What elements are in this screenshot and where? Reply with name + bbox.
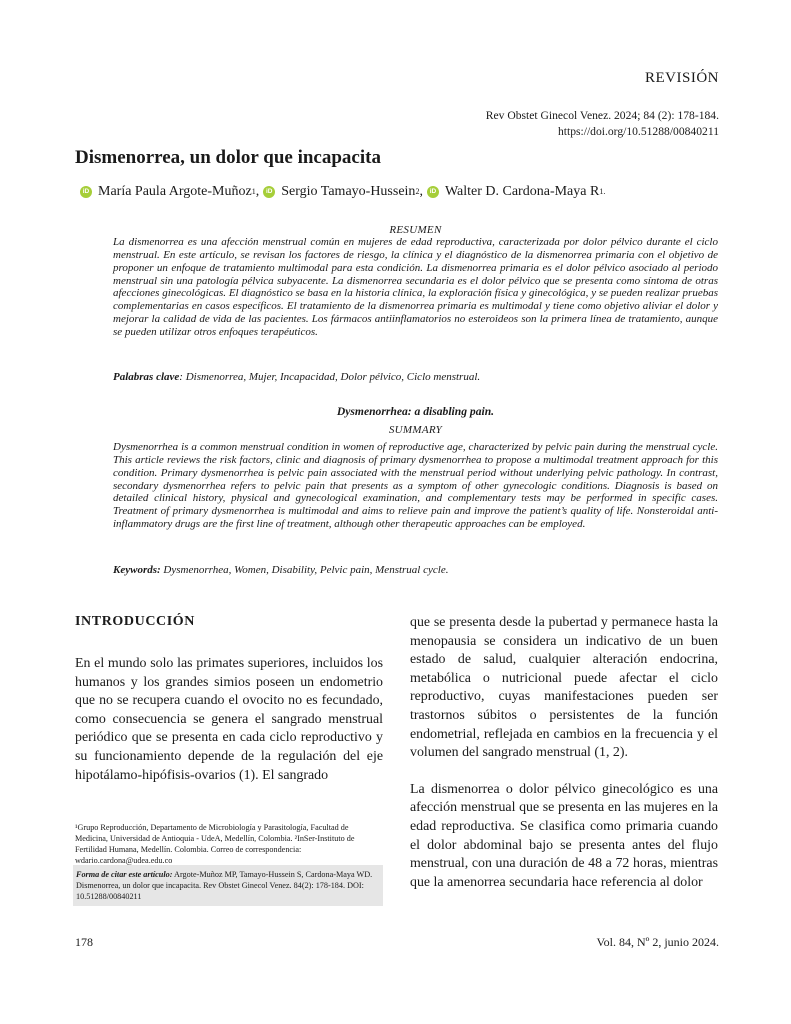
affiliation-footnote: ¹Grupo Reproducción, Departamento de Microbiología y Parasitología, Facultad de Medicina, Universidad de Antioquia - UdeA, Medellín, Colombia. ²InSer-Instituto de Fertilidad Humana, Medellín. Colombia. Correo de correspondencia: wdario.cardona@udea.edu.co: [75, 823, 355, 865]
keywords-label: Keywords:: [113, 564, 161, 576]
author-name: Walter D. Cardona-Maya R: [444, 184, 600, 199]
left-column: [75, 655, 383, 785]
cite-text: Argote-Muñoz MP, Tamayo-Hussein S, Cardona-Maya WD. Dismenorrea, un dolor que incapacita. Rev Obstet Ginecol Venez. 84(2): 178-184. DOI: 10.51288/00840211: [76, 870, 373, 901]
keywords-list: Dysmenorrhea, Women, Disability, Pelvic pain, Menstrual cycle.: [160, 564, 449, 576]
how-to-cite-box: [73, 865, 383, 906]
abstract-english: [113, 405, 718, 531]
summary-text: Dysmenorrhea is a common menstrual condition in women of reproductive age, characterized by pelvic pain during the menstrual cycle. This article reviews the risk factors, clinic and diagnosis of primary dysmenorrhea to propose a multimodal treatment approach for this condition. Primary dysmenorrhea is pelvic pain associated with the menstrual period without underlying pelvic pathology. In contrast, secondary dysmenorrhea refers to pelvic pain that presents as a symptom of other gynecologic conditions. Diagnosis is based on detailed clinical history, physical and gynecological examination, and complementary tests may be performed in specific cases. Treatment of primary dysmenorrhea is multimodal and aims to relieve pain and improve the patient’s quality of life. Nonsteroidal anti-inflammatory drugs are the first line of treatment, although other therapeutic approaches can be employed.: [113, 441, 718, 531]
orcid-icon[interactable]: iD: [427, 186, 439, 198]
body-paragraph: En el mundo solo las primates superiores, incluidos los humanos y los grandes simios poseen un endometrio que no se recupera cuando el ovocito no es fecundado, como consecuencia se genera el sangrado menstrual periódico que se presenta en cada ciclo reproductivo y su funcionamiento depende de la regulación del eje hipotálamo-hipófisis-ovarios (1). El sangrado: [75, 656, 383, 783]
section-heading-introduction: INTRODUCCIÓN: [75, 614, 195, 629]
keywords-list: : Dismenorrea, Mujer, Incapacidad, Dolor pélvico, Ciclo menstrual.: [179, 371, 481, 383]
author-name: María Paula Argote-Muñoz: [98, 184, 252, 199]
orcid-icon[interactable]: iD: [263, 186, 275, 198]
body-paragraph: La dismenorrea o dolor pélvico ginecológico es una afección menstrual que se presenta en las mujeres en la edad reproductiva. Se clasifica como primaria cuando el dolor abdominal bajo se presenta antes del flujo menstrual, con una duración de 48 a 72 horas, mientras que la amenorrea secundaria hace referencia al dolor: [410, 781, 718, 890]
body-paragraph: que se presenta desde la pubertad y permanece hasta la menopausia se considera un indicativo de un buen estado de salud, cualquier alteración endocrina, metabólica o nutricional puede afectar el ciclo reproductivo, cuyas manifestaciones pueden ser trastornos súbitos o persistentes de la función endometrial, reflejada en cambios en la frecuencia y el volumen del sangrado menstrual (1, 2).: [410, 615, 718, 761]
orcid-icon[interactable]: iD: [80, 186, 92, 198]
keywords-english: [113, 564, 718, 576]
author-list: [80, 184, 605, 200]
summary-heading: SUMMARY: [388, 424, 443, 436]
english-title: Dysmenorrhea: a disabling pain.: [336, 405, 495, 418]
author-separator: ,: [419, 184, 423, 199]
section-label: REVISIÓN: [645, 70, 719, 86]
abstract-text: La dismenorrea es una afección menstrual común en mujeres de edad reproductiva, caracterizada por dolor pélvico durante el ciclo menstrual. En este artículo, se revisan los factores de riesgo, la clínica y el diagnóstico de la dismenorrea primaria con el objetivo de proponer un enfoque de tratamiento multimodal para esta condición. La dismenorrea primaria es el dolor pélvico asociado al periodo menstrual sin una patología pélvica subyacente. La dismenorrea secundaria es el dolor pélvico que se presenta como síntoma de otras afecciones ginecológicas. El diagnóstico se basa en la historia clínica, la exploración física y ginecológica, y se pueden realizar pruebas complementarias en casos específicos. El tratamiento de la dismenorrea primaria es multimodal y tiene como objetivo aliviar el dolor y mejorar la calidad de vida de las pacientes. Los fármacos antiinflamatorios no esteroideos son la primera línea de tratamiento, aunque se pueden utilizar otros enfoques terapéuticos.: [113, 236, 718, 338]
author-separator: ,: [255, 184, 260, 199]
citation-text: Rev Obstet Ginecol Venez. 2024; 84 (2): 178-184.: [485, 109, 719, 122]
author-3: iD Walter D. Cardona-Maya R 1.: [427, 184, 605, 200]
doi-link[interactable]: https://doi.org/10.51288/00840211: [557, 125, 719, 138]
keywords-label: Palabras clave: [113, 371, 180, 383]
right-column: [410, 614, 718, 892]
cite-label: Forma de citar este artículo:: [76, 870, 173, 879]
journal-citation: [486, 108, 719, 140]
keywords-spanish: [113, 371, 718, 383]
abstract-heading: RESUMEN: [389, 224, 442, 236]
author-name: Sergio Tamayo-Hussein: [281, 184, 416, 199]
abstract-spanish: [113, 224, 718, 339]
author-2: iD Sergio Tamayo-Hussein 2 ,: [263, 184, 427, 200]
page-number: 178: [75, 935, 93, 949]
article-title: Dismenorrea, un dolor que incapacita: [75, 147, 381, 168]
author-1: iD María Paula Argote-Muñoz 1 ,: [80, 184, 263, 200]
volume-info: Vol. 84, Nº 2, junio 2024.: [596, 935, 719, 949]
